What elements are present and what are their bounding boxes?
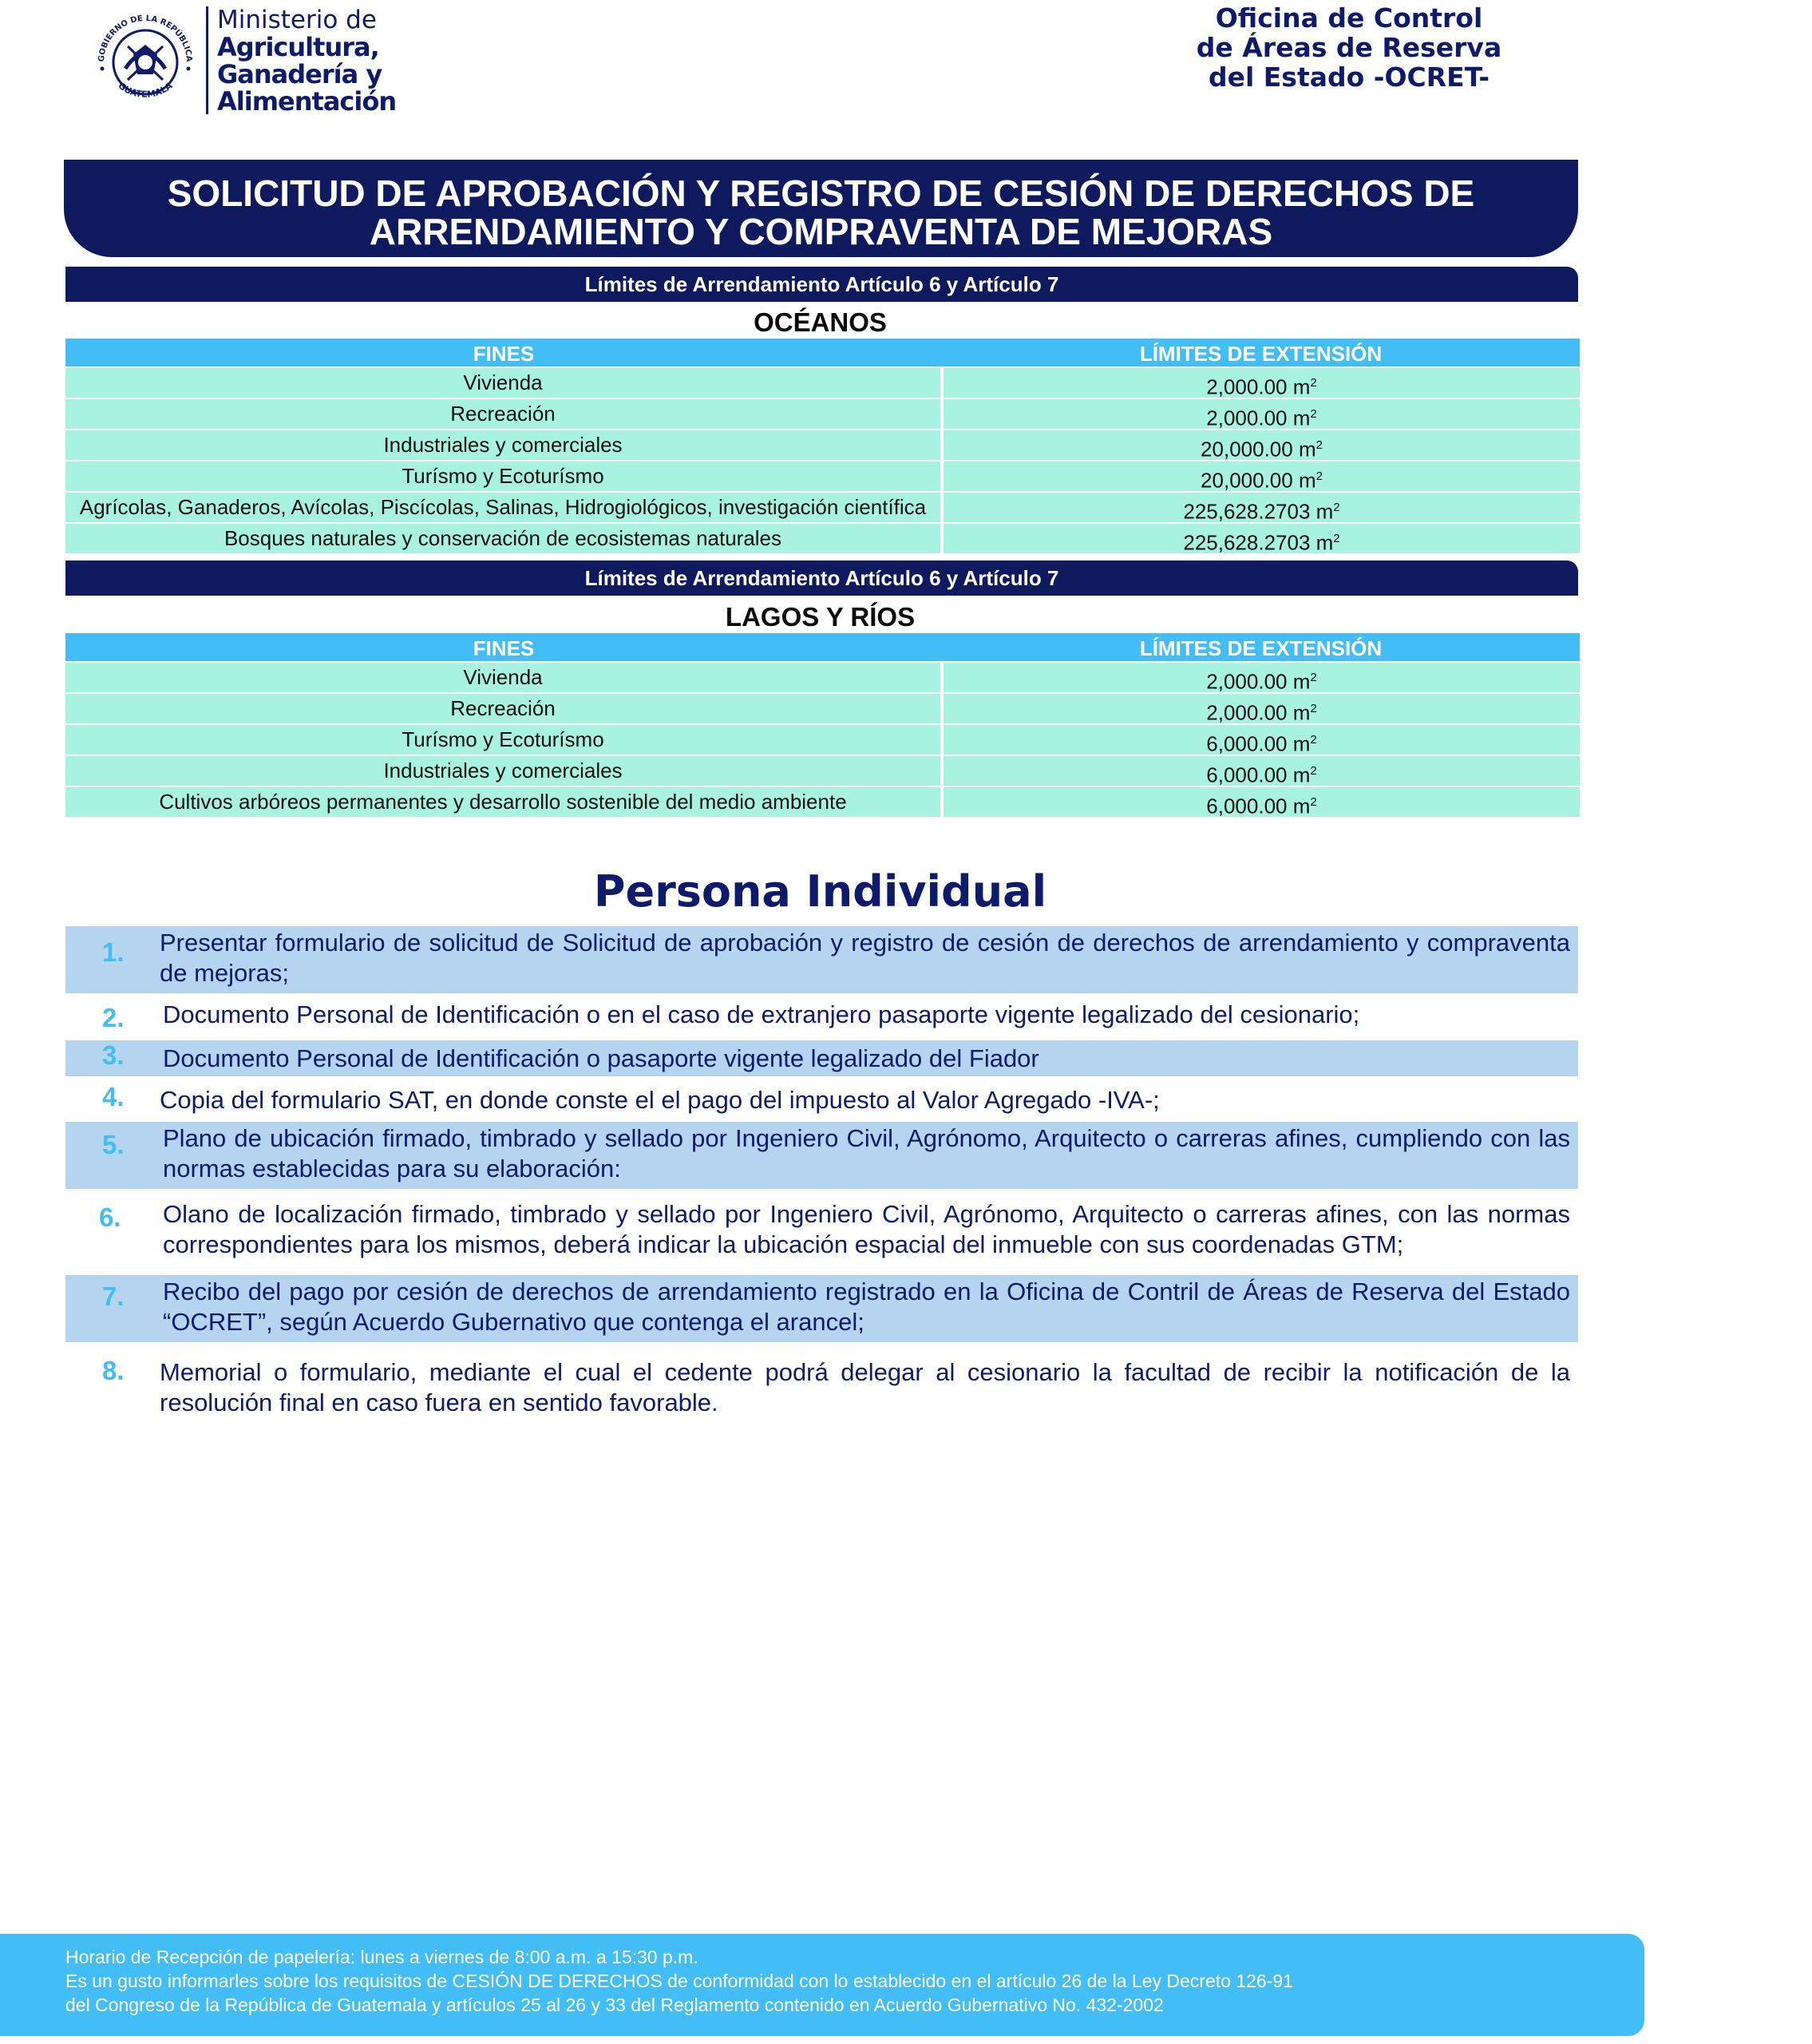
requirement-number: 1. <box>102 937 125 967</box>
limite-cell <box>944 787 1580 817</box>
limite-value: 2,000.00 m <box>1206 406 1311 430</box>
fin-cell: Recreación <box>65 399 940 429</box>
limite-cell <box>944 756 1580 786</box>
limite-cell <box>944 694 1580 723</box>
table-row <box>65 756 1580 786</box>
requirement-text: Memorial o formulario, mediante el cual el cedente podrá delegar al cesionario la facultad de recibir la notificación de la resolución final en caso fuera en sentido favorable. <box>160 1358 1570 1416</box>
requirement-item <box>65 1122 1578 1189</box>
fin-cell: Recreación <box>65 694 940 723</box>
limite-value: 6,000.00 m <box>1206 794 1311 818</box>
limite-value: 225,628.2703 m <box>1183 530 1334 555</box>
lagos-table <box>65 633 1580 817</box>
unit-exponent: 2 <box>1310 795 1317 809</box>
limite-value: 6,000.00 m <box>1206 731 1311 756</box>
requirement-item <box>65 1082 1578 1117</box>
limite-value: 2,000.00 m <box>1206 669 1311 694</box>
requirement-text: Plano de ubicación firmado, timbrado y sellado por Ingeniero Civil, Agrónomo, Arquitecto o carreras afines, cumpliendo con las normas establecidas para su elaboración: <box>163 1124 1570 1182</box>
ministry-line-1: Ministerio de <box>217 6 377 34</box>
persona-individual-title: Persona Individual <box>593 866 1047 917</box>
limite-cell <box>944 493 1580 522</box>
oceanos-section-title: OCÉANOS <box>754 307 887 337</box>
unit-exponent: 2 <box>1310 407 1317 421</box>
requirement-item <box>65 926 1578 993</box>
unit-exponent: 2 <box>1310 764 1317 778</box>
ministry-line-3: Ganadería y <box>217 59 382 89</box>
fin-cell: Industriales y comerciales <box>65 430 940 460</box>
fin-cell: Turísmo y Ecoturísmo <box>65 461 940 491</box>
unit-exponent: 2 <box>1310 671 1317 684</box>
limite-cell <box>944 368 1580 398</box>
table-row <box>65 663 1580 692</box>
footer-schedule: Horario de Recepción de papelería: lunes a viernes de 8:00 a.m. a 15:30 p.m. <box>65 1947 698 1967</box>
table-row <box>65 787 1580 817</box>
oceanos-limit-header: Límites de Arrendamiento Artículo 6 y Artículo 7 <box>65 267 1578 302</box>
logo-divider <box>206 6 208 114</box>
fin-cell: Vivienda <box>65 368 940 398</box>
table-row <box>65 694 1580 723</box>
oceanos-table <box>65 339 1580 553</box>
requirement-text: Recibo del pago por cesión de derechos de arrendamiento registrado en la Oficina de Contril de Áreas de Reserva del Estado “OCRET”, según Acuerdo Gubernativo que contenga el arancel; <box>163 1278 1570 1336</box>
footer-band <box>0 1934 1644 2036</box>
table-row <box>65 524 1580 553</box>
fin-cell: Vivienda <box>65 663 940 692</box>
requirement-item <box>65 1000 1578 1035</box>
limite-value: 225,628.2703 m <box>1183 499 1334 524</box>
requirement-number: 4. <box>102 1082 125 1111</box>
table-row <box>65 493 1580 522</box>
title-line-1: SOLICITUD DE APROBACIÓN Y REGISTRO DE CESIÓN DE DERECHOS DE <box>167 172 1475 214</box>
lagos-limit-header: Límites de Arrendamiento Artículo 6 y Artículo 7 <box>65 561 1578 596</box>
table-header <box>65 339 1580 366</box>
limite-value: 2,000.00 m <box>1206 700 1311 725</box>
fin-cell: Bosques naturales y conservación de ecosistemas naturales <box>65 524 940 553</box>
limite-value: 20,000.00 m <box>1201 437 1316 461</box>
requirement-text: Documento Personal de Identificación o en el caso de extranjero pasaporte vigente legalizado del cesionario; <box>163 1000 1360 1028</box>
seal-ring-top-text: GOBIERNO DE LA REPÚBLICA <box>97 14 194 62</box>
fin-cell: Industriales y comerciales <box>65 756 940 786</box>
limite-cell <box>944 461 1580 491</box>
limite-cell <box>944 399 1580 429</box>
requirement-item <box>65 1198 1578 1266</box>
ministry-line-4: Alimentación <box>217 86 397 117</box>
table-header <box>65 633 1580 661</box>
limite-cell <box>944 524 1580 553</box>
footer-legal-line-2: del Congreso de la República de Guatemala y artículos 25 al 26 y 33 del Reglamento contenido en Acuerdo Gubernativo No. 432-2002 <box>65 1994 1164 2015</box>
requirement-number: 7. <box>102 1281 125 1311</box>
document-title <box>64 160 1578 257</box>
title-line-2: ARRENDAMIENTO Y COMPRAVENTA DE MEJORAS <box>369 211 1273 252</box>
seal-ring-bottom-text: GUATEMALA <box>116 80 175 100</box>
requirement-number: 6. <box>99 1202 121 1232</box>
requirement-text: Presentar formulario de solicitud de Solicitud de aprobación y registro de cesión de derechos de arrendamiento y compraventa de mejoras; <box>160 929 1570 987</box>
requirement-item <box>65 1040 1578 1076</box>
office-name <box>1181 3 1517 92</box>
table-row <box>65 399 1580 429</box>
requirement-number: 5. <box>102 1130 125 1159</box>
unit-exponent: 2 <box>1333 532 1340 545</box>
fin-cell: Cultivos arbóreos permanentes y desarrollo sostenible del medio ambiente <box>65 787 940 817</box>
requirement-item <box>65 1356 1578 1423</box>
office-line-1: Oficina de Control <box>1215 2 1483 34</box>
footer-legal-line-1: Es un gusto informarles sobre los requisitos de CESIÓN DE DERECHOS de conformidad con lo establecido en el artículo 26 de la Ley Decreto 126-91 <box>65 1971 1293 1991</box>
fin-cell: Agrícolas, Ganaderos, Avícolas, Piscícolas, Salinas, Hidrogiológicos, investigación científica <box>65 493 940 522</box>
requirement-text: Olano de localización firmado, timbrado y sellado por Ingeniero Civil, Agrónomo, Arquitecto o carreras afines, con las normas correspondientes para los mismos, deberá indicar la ubicación espacial del inmueble con sus coordenadas GTM; <box>163 1200 1570 1258</box>
unit-exponent: 2 <box>1333 501 1340 514</box>
limite-value: 6,000.00 m <box>1206 763 1311 787</box>
column-limites: LÍMITES DE EXTENSIÓN <box>1139 636 1383 660</box>
column-fines: FINES <box>473 636 535 660</box>
ministry-line-2: Agricultura, <box>217 32 379 62</box>
table-row <box>65 725 1580 755</box>
limite-value: 20,000.00 m <box>1201 468 1316 493</box>
table-row <box>65 430 1580 460</box>
fin-cell: Turísmo y Ecoturísmo <box>65 725 940 755</box>
unit-exponent: 2 <box>1310 376 1317 390</box>
table-row <box>65 368 1580 398</box>
requirement-number: 3. <box>102 1040 125 1070</box>
requirement-text: Documento Personal de Identificación o pasaporte vigente legalizado del Fiador <box>163 1044 1039 1072</box>
limite-cell <box>944 725 1580 755</box>
limite-cell <box>944 663 1580 692</box>
unit-exponent: 2 <box>1310 733 1317 747</box>
office-line-3: del Estado -OCRET- <box>1208 61 1490 93</box>
requirement-item <box>65 1275 1578 1342</box>
unit-exponent: 2 <box>1315 469 1323 483</box>
column-fines: FINES <box>473 342 535 366</box>
limite-cell <box>944 430 1580 460</box>
office-line-2: de Áreas de Reserva <box>1196 32 1502 63</box>
unit-exponent: 2 <box>1310 702 1317 715</box>
table-row <box>65 461 1580 491</box>
ministry-wordmark <box>217 6 396 115</box>
limite-value: 2,000.00 m <box>1206 374 1311 399</box>
guatemala-seal-logo <box>89 6 201 118</box>
svg-text:GUATEMALA <box>117 80 175 99</box>
column-limites: LÍMITES DE EXTENSIÓN <box>1139 342 1383 366</box>
requirement-number: 8. <box>102 1356 125 1385</box>
unit-exponent: 2 <box>1315 438 1323 452</box>
lagos-section-title: LAGOS Y RÍOS <box>725 602 916 632</box>
requirement-text: Copia del formulario SAT, en donde conste el el pago del impuesto al Valor Agregado -IVA-; <box>160 1086 1160 1114</box>
requirement-number: 2. <box>102 1003 125 1032</box>
